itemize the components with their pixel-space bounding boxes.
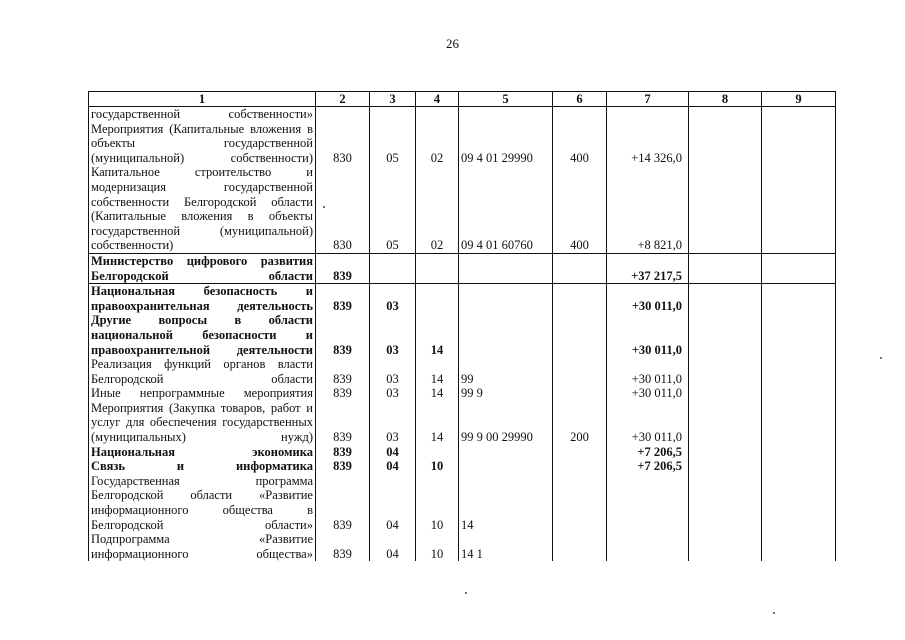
col2-cell: 839: [316, 386, 370, 401]
col7-cell: +30 011,0: [607, 284, 689, 314]
col7-cell: +8 821,0: [607, 165, 689, 253]
column-header-1: 1: [89, 92, 316, 107]
col3-cell: 04: [370, 474, 416, 532]
col3-cell: 03: [370, 313, 416, 357]
col7-cell: +37 217,5: [607, 253, 689, 283]
col5-cell: 99: [459, 357, 553, 386]
column-header-4: 4: [416, 92, 459, 107]
col9-cell: [762, 284, 836, 314]
col6-cell: [553, 107, 607, 122]
table-row: [89, 459, 836, 474]
col8-cell: [689, 445, 762, 460]
row-name-cell: Национальная экономика: [89, 445, 316, 460]
col6-cell: [553, 313, 607, 357]
col9-cell: [762, 401, 836, 445]
col4-cell: 14: [416, 313, 459, 357]
budget-table: [88, 91, 836, 561]
col8-cell: [689, 459, 762, 474]
header-row: [89, 92, 836, 107]
row-name-cell: Государственная программа Белгородской области «Развитие информационного общества в Белгородской области»: [89, 474, 316, 532]
column-header-5: 5: [459, 92, 553, 107]
col7-cell: +7 206,5: [607, 459, 689, 474]
col9-cell: [762, 357, 836, 386]
row-name-cell: Мероприятия (Закупка товаров, работ и услуг для обеспечения государственных (муниципальных) нужд): [89, 401, 316, 445]
col6-cell: [553, 474, 607, 532]
col6-cell: [553, 386, 607, 401]
row-name-cell: Министерство цифрового развития Белгородской области: [89, 253, 316, 283]
table-row: [89, 401, 836, 445]
row-name-cell: Другие вопросы в области национальной безопасности и правоохранительной деятельности: [89, 313, 316, 357]
col5-cell: [459, 253, 553, 283]
col5-cell: 14 1: [459, 532, 553, 561]
table-row: [89, 284, 836, 314]
col2-cell: 839: [316, 459, 370, 474]
col8-cell: [689, 532, 762, 561]
col3-cell: [370, 107, 416, 122]
col5-cell: [459, 459, 553, 474]
col3-cell: [370, 253, 416, 283]
col4-cell: 14: [416, 401, 459, 445]
table-row: [89, 386, 836, 401]
table-row: [89, 122, 836, 166]
col8-cell: [689, 107, 762, 122]
col2-cell: 839: [316, 357, 370, 386]
col5-cell: 99 9 00 29990: [459, 401, 553, 445]
col2-cell: [316, 107, 370, 122]
col8-cell: [689, 386, 762, 401]
col3-cell: 03: [370, 401, 416, 445]
col4-cell: [416, 284, 459, 314]
col9-cell: [762, 122, 836, 166]
table-row: [89, 532, 836, 561]
column-header-2: 2: [316, 92, 370, 107]
col5-cell: [459, 445, 553, 460]
col2-cell: 839: [316, 313, 370, 357]
col4-cell: [416, 445, 459, 460]
col5-cell: 09 4 01 60760: [459, 165, 553, 253]
table-row: [89, 165, 836, 253]
col2-cell: 839: [316, 284, 370, 314]
col9-cell: [762, 532, 836, 561]
table-row: [89, 253, 836, 283]
col3-cell: 03: [370, 284, 416, 314]
col2-cell: 839: [316, 474, 370, 532]
col7-cell: [607, 474, 689, 532]
col2-cell: 839: [316, 401, 370, 445]
col6-cell: 400: [553, 122, 607, 166]
col7-cell: +30 011,0: [607, 357, 689, 386]
table-row: [89, 357, 836, 386]
col4-cell: 02: [416, 165, 459, 253]
scan-speck: [323, 206, 325, 208]
col4-cell: 10: [416, 532, 459, 561]
col3-cell: 05: [370, 165, 416, 253]
col4-cell: [416, 253, 459, 283]
col8-cell: [689, 401, 762, 445]
row-name-cell: Связь и информатика: [89, 459, 316, 474]
col9-cell: [762, 445, 836, 460]
row-name-cell: Подпрограмма «Развитие информационного общества»: [89, 532, 316, 561]
col7-cell: [607, 532, 689, 561]
col9-cell: [762, 165, 836, 253]
col8-cell: [689, 284, 762, 314]
col7-cell: +30 011,0: [607, 401, 689, 445]
row-name-cell: Национальная безопасность и правоохранительная деятельность: [89, 284, 316, 314]
col7-cell: [607, 107, 689, 122]
col6-cell: [553, 357, 607, 386]
col2-cell: 839: [316, 532, 370, 561]
table-row: [89, 445, 836, 460]
col8-cell: [689, 122, 762, 166]
scan-speck: [880, 357, 882, 359]
col6-cell: 400: [553, 165, 607, 253]
col7-cell: +30 011,0: [607, 313, 689, 357]
table-row: [89, 313, 836, 357]
col5-cell: [459, 313, 553, 357]
col9-cell: [762, 386, 836, 401]
col4-cell: 14: [416, 386, 459, 401]
col4-cell: 02: [416, 122, 459, 166]
col8-cell: [689, 253, 762, 283]
col9-cell: [762, 459, 836, 474]
col9-cell: [762, 474, 836, 532]
row-name-cell: Капитальное строительство и модернизация государственной собственности Белгородской области (Капитальные вложения в объекты государственной (муниципальной) собственности): [89, 165, 316, 253]
col5-cell: 09 4 01 29990: [459, 122, 553, 166]
col3-cell: 03: [370, 357, 416, 386]
col2-cell: 830: [316, 165, 370, 253]
col3-cell: 04: [370, 532, 416, 561]
col6-cell: [553, 445, 607, 460]
col4-cell: [416, 107, 459, 122]
col5-cell: [459, 107, 553, 122]
col2-cell: 839: [316, 253, 370, 283]
col6-cell: [553, 532, 607, 561]
table-row: [89, 474, 836, 532]
column-header-6: 6: [553, 92, 607, 107]
col2-cell: 839: [316, 445, 370, 460]
page-number: 26: [446, 36, 459, 51]
col8-cell: [689, 313, 762, 357]
row-name-cell: Реализация функций органов власти Белгородской области: [89, 357, 316, 386]
col3-cell: 05: [370, 122, 416, 166]
col3-cell: 04: [370, 445, 416, 460]
col6-cell: 200: [553, 401, 607, 445]
col2-cell: 830: [316, 122, 370, 166]
col9-cell: [762, 313, 836, 357]
col8-cell: [689, 165, 762, 253]
col8-cell: [689, 357, 762, 386]
col3-cell: 04: [370, 459, 416, 474]
column-header-7: 7: [607, 92, 689, 107]
column-header-8: 8: [689, 92, 762, 107]
row-name-cell: Иные непрограммные мероприятия: [89, 386, 316, 401]
column-header-3: 3: [370, 92, 416, 107]
col9-cell: [762, 107, 836, 122]
col5-cell: 99 9: [459, 386, 553, 401]
col6-cell: [553, 284, 607, 314]
table-row: [89, 107, 836, 122]
scan-speck: [773, 612, 775, 614]
col4-cell: 10: [416, 459, 459, 474]
row-name-cell: государственной собственности»: [89, 107, 316, 122]
col5-cell: 14: [459, 474, 553, 532]
col6-cell: [553, 459, 607, 474]
col7-cell: +14 326,0: [607, 122, 689, 166]
col7-cell: +7 206,5: [607, 445, 689, 460]
col8-cell: [689, 474, 762, 532]
col4-cell: 10: [416, 474, 459, 532]
col4-cell: 14: [416, 357, 459, 386]
column-header-9: 9: [762, 92, 836, 107]
row-name-cell: Мероприятия (Капитальные вложения в объекты государственной (муниципальной) собственности): [89, 122, 316, 166]
col7-cell: +30 011,0: [607, 386, 689, 401]
col5-cell: [459, 284, 553, 314]
col6-cell: [553, 253, 607, 283]
scan-speck: [465, 592, 467, 594]
col3-cell: 03: [370, 386, 416, 401]
col9-cell: [762, 253, 836, 283]
